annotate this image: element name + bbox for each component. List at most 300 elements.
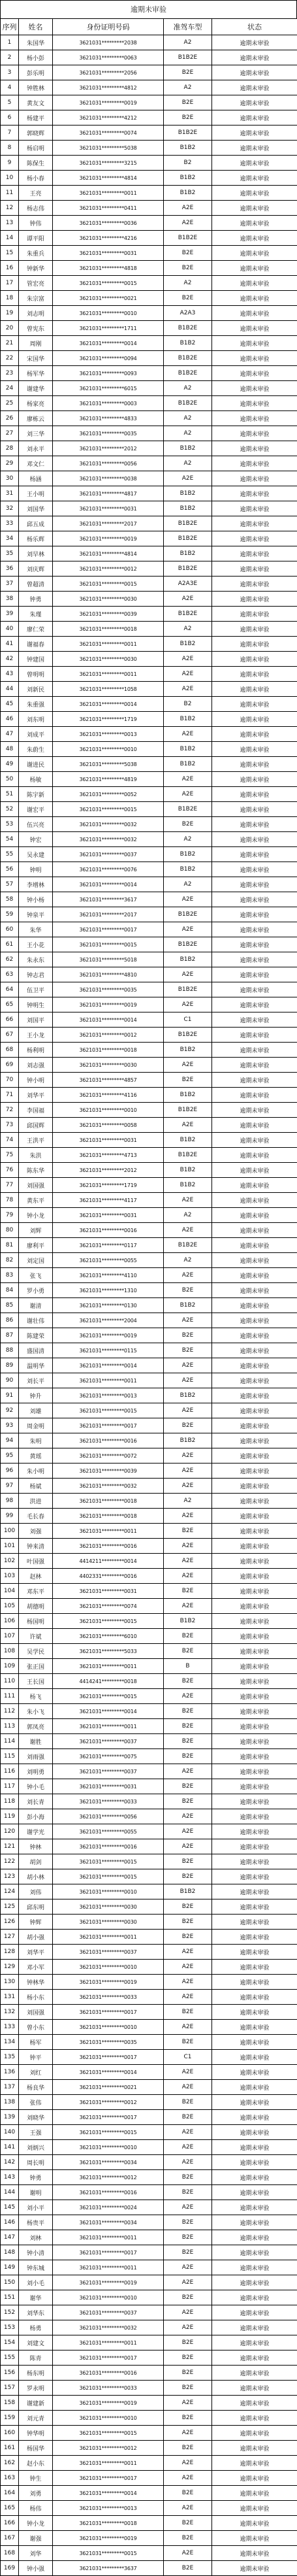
row-license-type: A2E [164, 1945, 212, 1960]
table-row [1, 1524, 297, 1539]
row-status: 逾期未审验 [212, 231, 297, 246]
row-name: 钟明 [19, 862, 53, 877]
row-name: 朱华 [19, 922, 53, 937]
row-seq: 8 [1, 141, 19, 156]
row-status: 逾期未审验 [212, 2335, 297, 2350]
row-license-type: B2E [164, 1854, 212, 1869]
row-name: 钟小龙 [19, 2516, 53, 2531]
row-seq: 88 [1, 1343, 19, 1358]
table-row [1, 997, 297, 1012]
row-name: 杨乐辉 [19, 531, 53, 546]
row-id: 3621031*********0015 [53, 1614, 164, 1629]
row-seq: 1 [1, 35, 19, 50]
row-seq: 20 [1, 321, 19, 336]
row-name: 伍兴亮 [19, 817, 53, 832]
row-id: 3621031*********0032 [53, 817, 164, 832]
row-id: 3621031*********0030 [53, 1915, 164, 1930]
row-id: 3621031*********4814 [53, 546, 164, 561]
row-name: 刘志强 [19, 1058, 53, 1073]
row-status: 逾期未审验 [212, 1614, 297, 1629]
row-license-type: A2 [164, 80, 212, 95]
row-name: 廖仁荣 [19, 622, 53, 637]
row-seq: 51 [1, 787, 19, 802]
row-name: 刘元青 [19, 2411, 53, 2426]
row-license-type: A2E [164, 892, 212, 907]
row-status: 逾期未审验 [212, 1524, 297, 1539]
table-row [1, 2095, 297, 2110]
table-row [1, 682, 297, 697]
row-id: 3621031*********0024 [53, 2200, 164, 2215]
row-id: 3621031*********4116 [53, 1088, 164, 1103]
table-row [1, 2366, 297, 2381]
row-seq: 92 [1, 1403, 19, 1418]
row-name: 杨伟 [19, 2501, 53, 2516]
table-row [1, 1313, 297, 1328]
table-row [1, 471, 297, 486]
row-status: 逾期未审验 [212, 1433, 297, 1448]
row-license-type: A2E [164, 471, 212, 486]
table-row [1, 396, 297, 411]
row-id: 3621031*********2038 [53, 35, 164, 50]
row-id: 3621031*********0055 [53, 1253, 164, 1268]
row-seq: 124 [1, 1884, 19, 1899]
row-status: 逾期未审验 [212, 1975, 297, 1990]
row-name: 陈保生 [19, 156, 53, 171]
row-id: 3621031*********0018 [53, 1494, 164, 1509]
row-seq: 160 [1, 2426, 19, 2441]
row-seq: 2 [1, 50, 19, 65]
row-license-type: B2E [164, 2110, 212, 2125]
row-name: 周长明 [19, 2155, 53, 2170]
row-license-type: B1B2 [164, 847, 212, 862]
row-id: 3621031*********0015 [53, 2125, 164, 2140]
row-license-type: B1B2E [164, 321, 212, 336]
row-name: 刘华东 [19, 2305, 53, 2320]
row-status: 逾期未审验 [212, 396, 297, 411]
row-seq: 33 [1, 516, 19, 531]
row-name: 王亮 [19, 186, 53, 201]
row-name: 钟伟 [19, 216, 53, 231]
row-name: 王洪平 [19, 1133, 53, 1148]
row-license-type: C1 [164, 2050, 212, 2065]
row-status: 逾期未审验 [212, 546, 297, 561]
table-row [1, 727, 297, 742]
row-license-type: B1B2 [164, 1298, 212, 1313]
row-name: 朱洪 [19, 1148, 53, 1163]
row-license-type: A2 [164, 381, 212, 396]
row-name: 杨利明 [19, 1043, 53, 1058]
table-row [1, 697, 297, 712]
row-id: 3621031*********0055 [53, 1824, 164, 1839]
row-name: 邱五成 [19, 516, 53, 531]
table-row [1, 1704, 297, 1719]
row-name: 彭小海 [19, 1809, 53, 1824]
row-name: 钟宏 [19, 832, 53, 847]
row-seq: 49 [1, 757, 19, 772]
row-name: 杨军华 [19, 366, 53, 381]
row-id: 3621031*********0012 [53, 2441, 164, 2456]
row-status: 逾期未审验 [212, 2516, 297, 2531]
table-row [1, 201, 297, 216]
row-seq: 69 [1, 1058, 19, 1073]
table-row [1, 2501, 297, 2516]
row-license-type: B2E [164, 2486, 212, 2501]
row-name: 刘庆辉 [19, 561, 53, 577]
row-id: 3621031*********0052 [53, 787, 164, 802]
row-status: 逾期未审验 [212, 1253, 297, 1268]
row-id: 3621031*********4833 [53, 411, 164, 426]
row-name: 杨志伟 [19, 201, 53, 216]
row-seq: 87 [1, 1328, 19, 1343]
row-status: 逾期未审验 [212, 1403, 297, 1418]
row-license-type: B2E [164, 1283, 212, 1298]
row-name: 钟勇 [19, 2170, 53, 2185]
row-id: 3621031*********0032 [53, 832, 164, 847]
row-seq: 90 [1, 1373, 19, 1388]
row-name: 杨良华 [19, 2080, 53, 2095]
row-status: 逾期未审验 [212, 2290, 297, 2305]
row-status: 逾期未审验 [212, 2080, 297, 2095]
header-name: 姓名 [19, 19, 53, 35]
row-id: 3621031*********0030 [53, 652, 164, 667]
row-seq: 114 [1, 1734, 19, 1749]
row-id: 3621031*********1719 [53, 1178, 164, 1193]
row-name: 曾宪东 [19, 321, 53, 336]
table-row [1, 1403, 297, 1418]
row-id: 3621031*********0033 [53, 1990, 164, 2005]
row-seq: 128 [1, 1945, 19, 1960]
table-row [1, 1073, 297, 1088]
row-id: 3621031*********0031 [53, 1584, 164, 1599]
table-row [1, 2471, 297, 2486]
row-status: 逾期未审验 [212, 2366, 297, 2381]
row-seq: 58 [1, 892, 19, 907]
table-row [1, 95, 297, 110]
row-license-type: A2E [164, 2275, 212, 2290]
row-license-type: A2E [164, 667, 212, 682]
row-status: 逾期未审验 [212, 1494, 297, 1509]
row-license-type: A2E [164, 1990, 212, 2005]
row-id: 3621031*********4110 [53, 1268, 164, 1283]
row-id: 3621031*********0019 [53, 997, 164, 1012]
row-name: 曾明明 [19, 667, 53, 682]
row-seq: 79 [1, 1208, 19, 1223]
row-id: 3621031*********0094 [53, 351, 164, 366]
row-name: 谢宏平 [19, 802, 53, 817]
row-id: 3621031*********0031 [53, 1779, 164, 1794]
row-status: 逾期未审验 [212, 1268, 297, 1283]
row-seq: 54 [1, 832, 19, 847]
row-id: 3621031*********0011 [53, 667, 164, 682]
row-seq: 135 [1, 2050, 19, 2065]
row-status: 逾期未审验 [212, 471, 297, 486]
row-id: 3621031*********0003 [53, 396, 164, 411]
row-seq: 24 [1, 381, 19, 396]
table-row [1, 1043, 297, 1058]
row-name: 杨涵 [19, 471, 53, 486]
row-name: 谢清 [19, 1298, 53, 1313]
table-row [1, 1208, 297, 1223]
row-id: 3621031*********4810 [53, 967, 164, 982]
row-id: 3621031*********0019 [53, 2275, 164, 2290]
row-license-type: B2E [164, 1418, 212, 1433]
row-seq: 147 [1, 2230, 19, 2245]
row-status: 逾期未审验 [212, 306, 297, 321]
row-name: 刘东明 [19, 712, 53, 727]
row-seq: 168 [1, 2546, 19, 2561]
row-id: 3621031*********0014 [53, 1704, 164, 1719]
row-seq: 80 [1, 1223, 19, 1238]
row-name: 曾小东 [19, 2020, 53, 2035]
row-status: 逾期未审验 [212, 321, 297, 336]
row-status: 逾期未审验 [212, 2020, 297, 2035]
row-license-type: A2E [164, 1373, 212, 1388]
row-license-type: B1B2E [164, 50, 212, 65]
row-id: 3621031*********0010 [53, 2290, 164, 2305]
row-status: 逾期未审验 [212, 1734, 297, 1749]
row-license-type: B2E [164, 1674, 212, 1689]
row-seq: 123 [1, 1869, 19, 1884]
row-license-type: A2 [164, 1253, 212, 1268]
row-seq: 167 [1, 2531, 19, 2546]
row-seq: 85 [1, 1298, 19, 1313]
row-status: 逾期未审验 [212, 1283, 297, 1298]
row-status: 逾期未审验 [212, 1824, 297, 1839]
row-name: 谭平阳 [19, 231, 53, 246]
table-row [1, 607, 297, 622]
row-name: 张正国 [19, 1659, 53, 1674]
row-seq: 21 [1, 336, 19, 351]
row-seq: 6 [1, 110, 19, 125]
row-status: 逾期未审验 [212, 1298, 297, 1313]
row-id: 3621031*********0015 [53, 1854, 164, 1869]
row-status: 逾期未审验 [212, 2140, 297, 2155]
row-license-type: A2E [164, 1058, 212, 1073]
row-id: 3621031*********0018 [53, 622, 164, 637]
row-seq: 93 [1, 1418, 19, 1433]
row-id: 3621031*********0016 [53, 2366, 164, 2381]
row-id: 3621031*********2012 [53, 441, 164, 456]
table-row [1, 1644, 297, 1659]
table-row [1, 1358, 297, 1373]
header-row [1, 19, 297, 35]
table-row [1, 186, 297, 201]
row-status: 逾期未审验 [212, 1058, 297, 1073]
row-license-type: B1B2 [164, 441, 212, 456]
row-license-type: A2E [164, 2020, 212, 2035]
table-row [1, 967, 297, 982]
row-seq: 52 [1, 802, 19, 817]
row-id: 3621031*********0015 [53, 1403, 164, 1418]
row-seq: 17 [1, 276, 19, 291]
row-id: 3621031*********4857 [53, 1073, 164, 1088]
row-license-type: A2 [164, 35, 212, 50]
row-seq: 84 [1, 1283, 19, 1298]
table-row [1, 847, 297, 862]
table-row [1, 456, 297, 471]
row-name: 邓小军 [19, 1960, 53, 1975]
table-row [1, 1614, 297, 1629]
row-seq: 162 [1, 2456, 19, 2471]
table-row [1, 2561, 297, 2576]
row-license-type: B1B2 [164, 862, 212, 877]
row-name: 钟建国 [19, 652, 53, 667]
row-seq: 70 [1, 1073, 19, 1088]
row-seq: 116 [1, 1764, 19, 1779]
row-seq: 137 [1, 2080, 19, 2095]
row-seq: 118 [1, 1794, 19, 1809]
row-license-type: A2E [164, 2456, 212, 2471]
row-license-type: C1 [164, 1012, 212, 1028]
row-name: 刘国强 [19, 2005, 53, 2020]
table-row [1, 2335, 297, 2350]
row-license-type: B1B2 [164, 1043, 212, 1058]
table-row [1, 1028, 297, 1043]
row-id: 3621031*********0013 [53, 1388, 164, 1403]
row-seq: 12 [1, 201, 19, 216]
row-id: 3621031*********0017 [53, 922, 164, 937]
row-seq: 161 [1, 2441, 19, 2456]
table-row [1, 1960, 297, 1975]
table-row [1, 2381, 297, 2396]
table-row [1, 922, 297, 937]
row-status: 逾期未审验 [212, 561, 297, 577]
row-id: 3621031*********2056 [53, 65, 164, 80]
row-id: 3621031*********0011 [53, 1659, 164, 1674]
row-status: 逾期未审验 [212, 1539, 297, 1554]
table-row [1, 1433, 297, 1448]
table-row [1, 1163, 297, 1178]
row-seq: 106 [1, 1614, 19, 1629]
row-license-type: B1B2E [164, 982, 212, 997]
row-seq: 60 [1, 922, 19, 937]
row-name: 洪进 [19, 1494, 53, 1509]
row-license-type: B2E [164, 2245, 212, 2260]
row-name: 伍卫平 [19, 982, 53, 997]
row-license-type: B2E [164, 1644, 212, 1659]
row-status: 逾期未审验 [212, 577, 297, 592]
row-status: 逾期未审验 [212, 2185, 297, 2200]
table-row [1, 441, 297, 456]
row-license-type: B2E [164, 2005, 212, 2020]
row-license-type: B1B2E [164, 366, 212, 381]
row-id: 3621031*********0015 [53, 802, 164, 817]
row-license-type: B2E [164, 1749, 212, 1764]
row-status: 逾期未审验 [212, 1990, 297, 2005]
table-row [1, 2350, 297, 2366]
row-seq: 48 [1, 742, 19, 757]
row-seq: 76 [1, 1163, 19, 1178]
row-id: 3621031*********0010 [53, 1103, 164, 1118]
table-row [1, 321, 297, 336]
table-row [1, 381, 297, 396]
row-id: 3621031*********0010 [53, 2020, 164, 2035]
row-id: 3621031*********0014 [53, 2486, 164, 2501]
row-seq: 103 [1, 1569, 19, 1584]
row-status: 逾期未审验 [212, 2170, 297, 2185]
row-name: 刘伟 [19, 1884, 53, 1899]
row-license-type: A2E [164, 997, 212, 1012]
row-status: 逾期未审验 [212, 1448, 297, 1464]
row-name: 胡剑 [19, 1854, 53, 1869]
table-row [1, 652, 297, 667]
row-status: 逾期未审验 [212, 2110, 297, 2125]
row-seq: 89 [1, 1358, 19, 1373]
table-row [1, 2456, 297, 2471]
row-status: 逾期未审验 [212, 1644, 297, 1659]
row-license-type: B1B2E [164, 1238, 212, 1253]
table-row [1, 501, 297, 516]
row-status: 逾期未审验 [212, 1719, 297, 1734]
row-id: 3621031*********4814 [53, 171, 164, 186]
row-seq: 4 [1, 80, 19, 95]
row-license-type: B1B2E [164, 351, 212, 366]
row-id: 3621031*********5038 [53, 141, 164, 156]
row-status: 逾期未审验 [212, 216, 297, 231]
row-license-type: B1B2 [164, 186, 212, 201]
table-row [1, 2396, 297, 2411]
row-id: 3621031*********4812 [53, 80, 164, 95]
table-row [1, 1268, 297, 1283]
row-id: 3621031*********0013 [53, 2501, 164, 2516]
row-id: 3621031*********0014 [53, 2065, 164, 2080]
row-license-type: A2E [164, 1539, 212, 1554]
row-seq: 126 [1, 1915, 19, 1930]
table-row [1, 832, 297, 847]
row-name: 朱重兵 [19, 246, 53, 261]
row-status: 逾期未审验 [212, 486, 297, 501]
row-id: 3621031*********0017 [53, 2005, 164, 2020]
row-license-type: B1B2 [164, 1163, 212, 1178]
row-status: 逾期未审验 [212, 1479, 297, 1494]
row-seq: 46 [1, 712, 19, 727]
row-status: 逾期未审验 [212, 877, 297, 892]
row-status: 逾期未审验 [212, 2215, 297, 2230]
row-seq: 45 [1, 697, 19, 712]
row-id: 3621031*********0018 [53, 2516, 164, 2531]
row-license-type: A2E [164, 1479, 212, 1494]
row-id: 3621031*********0030 [53, 1058, 164, 1073]
row-id: 3621031*********4819 [53, 772, 164, 787]
row-name: 刘长青 [19, 1794, 53, 1809]
row-id: 3621031*********1058 [53, 682, 164, 697]
row-seq: 11 [1, 186, 19, 201]
row-status: 逾期未审验 [212, 261, 297, 276]
row-status: 逾期未审验 [212, 1945, 297, 1960]
row-license-type: B1B2E [164, 231, 212, 246]
row-license-type: B1B2 [164, 1088, 212, 1103]
table-row [1, 351, 297, 366]
row-status: 逾期未审验 [212, 1208, 297, 1223]
row-name: 胡德明 [19, 1599, 53, 1614]
row-id: 3621031*********0011 [53, 637, 164, 652]
row-id: 3621031*********0017 [53, 2050, 164, 2065]
row-name: 陈青 [19, 2350, 53, 2366]
row-name: 叶国强 [19, 1554, 53, 1569]
row-name: 赵林 [19, 1569, 53, 1584]
table-row [1, 1238, 297, 1253]
row-id: 3621031*********0076 [53, 862, 164, 877]
row-id: 3621031*********0010 [53, 742, 164, 757]
row-name: 刘炳兴 [19, 2140, 53, 2155]
row-seq: 132 [1, 2005, 19, 2020]
row-id: 3621031*********0019 [53, 531, 164, 546]
row-seq: 112 [1, 1704, 19, 1719]
row-seq: 131 [1, 1990, 19, 2005]
header-license-type: 准驾车型 [164, 19, 212, 35]
row-name: 刘雨强 [19, 1749, 53, 1764]
row-name: 黄东平 [19, 1193, 53, 1208]
